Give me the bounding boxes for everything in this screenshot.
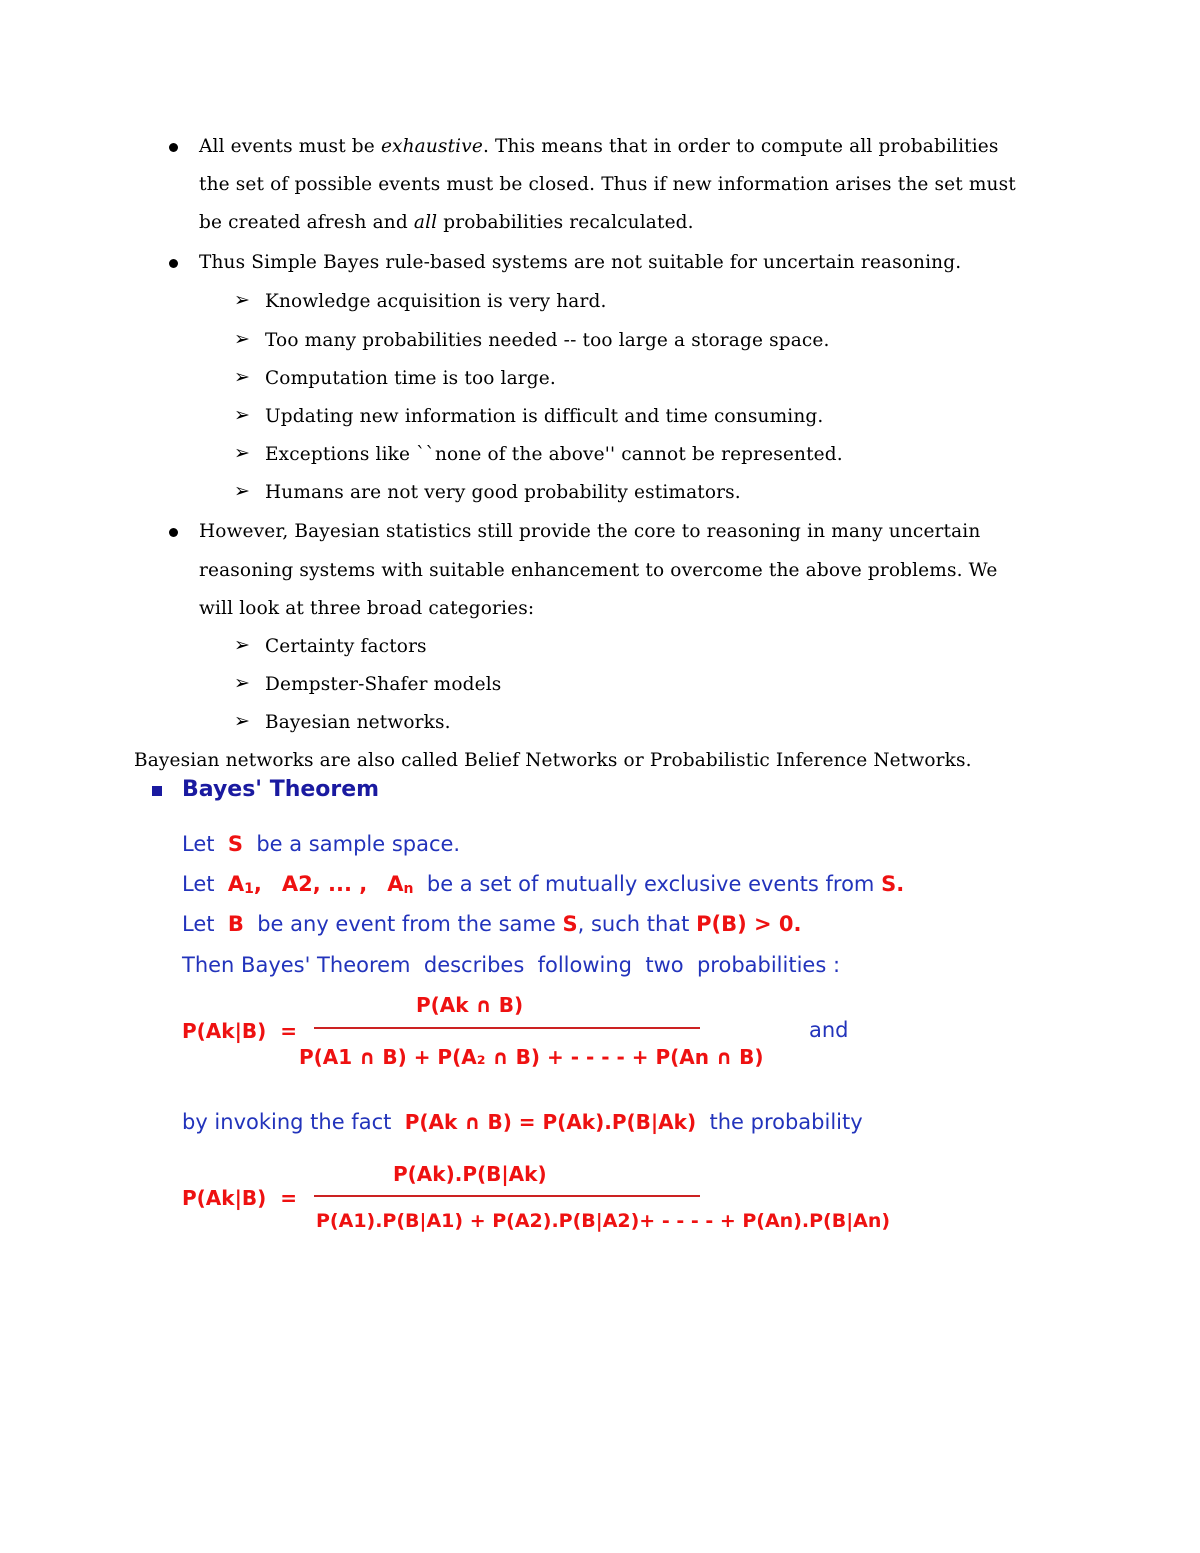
arrow-bullet-icon: ➢ — [234, 366, 250, 388]
let-line-3: Let B be any event from the same S, such that P(B) > 0. — [182, 912, 802, 936]
let-line-2: Let $A_1$, A2, ... , $A_n$ be a set of mutually exclusive events from S. — [182, 872, 905, 897]
bullet-2 — [169, 259, 178, 268]
arrow-bullet-icon: ➢ — [234, 328, 250, 350]
p1-line3: be created afresh and all probabilities recalculated. — [199, 212, 694, 233]
arrow-bullet-icon: ➢ — [234, 404, 250, 426]
arrow-bullet-icon: ➢ — [234, 289, 250, 311]
p3-line1: However, Bayesian statistics still provide the core to reasoning in many uncertain — [199, 521, 981, 542]
p2-item: Humans are not very good probability estimators. — [265, 482, 741, 503]
formula1-denominator: P(A1 ∩ B) + P(A₂ ∩ B) + - - - - + P(An ∩ B) — [299, 1045, 764, 1069]
p3-line3: will look at three broad categories: — [199, 598, 535, 619]
let-line-1: Let S be a sample space. — [182, 832, 461, 856]
p2-item: Exceptions like ``none of the above'' cannot be represented. — [265, 444, 843, 465]
square-bullet-icon — [152, 786, 162, 796]
arrow-bullet-icon: ➢ — [234, 710, 250, 732]
p3-line2: reasoning systems with suitable enhancement to overcome the above problems. We — [199, 560, 998, 581]
bullet-1 — [169, 143, 178, 152]
bayes-heading: Bayes' Theorem — [182, 777, 380, 802]
formula1-lhs: P(Ak|B) = — [182, 1019, 297, 1043]
arrow-bullet-icon: ➢ — [234, 672, 250, 694]
p3-item: Dempster-Shafer models — [265, 674, 502, 695]
formula2-lhs: P(Ak|B) = — [182, 1186, 297, 1210]
p2-line1: Thus Simple Bayes rule-based systems are not suitable for uncertain reasoning. — [199, 252, 962, 273]
and-word: and — [809, 1018, 849, 1042]
formula1-numerator: P(Ak ∩ B) — [416, 993, 524, 1017]
arrow-bullet-icon: ➢ — [234, 634, 250, 656]
then-line: Then Bayes' Theorem describes following two probabilities : — [182, 953, 841, 977]
formula2-denominator: P(A1).P(B|A1) + P(A2).P(B|A2)+ - - - - + P(An).P(B|An) — [316, 1210, 891, 1232]
p2-item: Updating new information is difficult and time consuming. — [265, 406, 824, 427]
formula1-fraction-bar — [314, 1027, 700, 1029]
p1-line2: the set of possible events must be closed. Thus if new information arises the set must — [199, 174, 1016, 195]
invoke-line: by invoking the fact P(Ak ∩ B) = P(Ak).P(B|Ak) the probability — [182, 1110, 863, 1134]
p3-item: Certainty factors — [265, 636, 427, 657]
p3-item: Bayesian networks. — [265, 712, 451, 733]
formula2-fraction-bar — [314, 1195, 700, 1197]
bullet-3 — [169, 528, 178, 537]
arrow-bullet-icon: ➢ — [234, 480, 250, 502]
p2-item: Knowledge acquisition is very hard. — [265, 291, 607, 312]
p2-item: Too many probabilities needed -- too large a storage space. — [265, 330, 830, 351]
p2-item: Computation time is too large. — [265, 368, 556, 389]
note-line: Bayesian networks are also called Belief Networks or Probabilistic Inference Networks. — [134, 750, 972, 771]
formula2-numerator: P(Ak).P(B|Ak) — [393, 1162, 547, 1186]
arrow-bullet-icon: ➢ — [234, 442, 250, 464]
p1-line1: All events must be exhaustive. This means that in order to compute all probabilities — [199, 136, 999, 157]
